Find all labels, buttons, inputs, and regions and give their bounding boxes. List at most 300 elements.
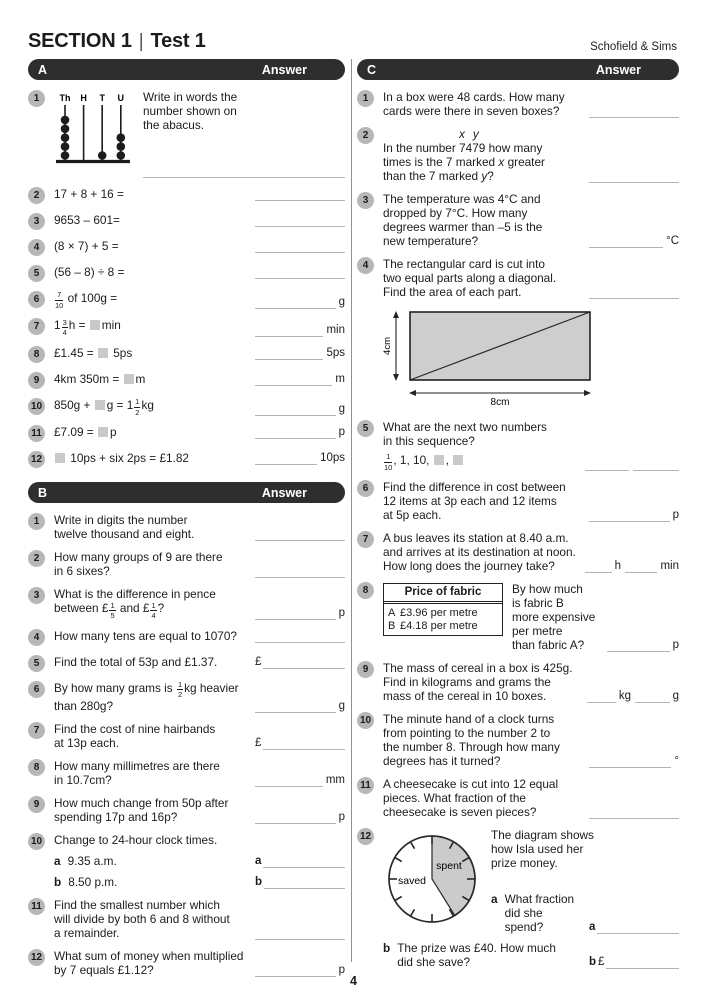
answer-area: [255, 854, 345, 868]
price-table-value: £3.96 per metre: [400, 607, 478, 620]
answer-slot-label: b: [589, 956, 597, 969]
answer-area: [255, 550, 345, 578]
answer-line[interactable]: [255, 426, 336, 439]
question-row: [54, 425, 345, 439]
question-text: The temperature was 4°C and dropped by 7°C. How many degrees warmer than –5 is the new temperature?: [383, 192, 543, 248]
question-number: 7: [28, 318, 45, 335]
section-header-c: [357, 59, 679, 80]
question-number: 4: [357, 257, 374, 274]
question-body: [54, 265, 345, 282]
question-c2: [357, 127, 679, 183]
question-row: [54, 898, 345, 940]
question-text: 10ps + six 2ps = £1.82: [54, 451, 249, 465]
answer-slot: [589, 806, 679, 819]
sequence-row: [383, 453, 679, 471]
spent-label: spent: [436, 860, 462, 873]
answer-line[interactable]: [263, 737, 345, 750]
answer-line[interactable]: [585, 458, 629, 471]
fraction: [109, 602, 115, 620]
question-text: Find the difference in cost between 12 items at 3p each and 12 items at 5p each.: [383, 480, 566, 523]
question-row: [54, 213, 345, 227]
question-body: [54, 372, 345, 389]
answer-slot: [255, 240, 345, 253]
question-body: [383, 127, 679, 183]
question-a3: [28, 213, 345, 230]
section-title: SECTION 1: [28, 30, 132, 52]
answer-area: [585, 453, 679, 471]
answer-line[interactable]: [255, 188, 345, 201]
question-body: [54, 655, 345, 672]
question-text: How much change from 50p after spending 17p and 16p?: [54, 795, 229, 824]
sub-question-label: b: [54, 874, 62, 889]
question-row: [54, 655, 345, 669]
mixed-number-whole: 1: [126, 397, 134, 412]
answer-area: [255, 655, 345, 669]
answer-slot: [635, 690, 679, 703]
question-b2: [28, 550, 345, 578]
question-text: Change to 24-hour clock times.: [54, 832, 218, 847]
fraction-denominator: 2: [177, 690, 183, 700]
question-number: 7: [28, 722, 45, 739]
price-table-row: [388, 619, 498, 632]
fraction-denominator: 10: [55, 300, 64, 310]
answer-line[interactable]: [587, 690, 616, 703]
question-text: By how much is fabric B more expensive per metre than fabric A?: [512, 582, 596, 653]
abacus-bead: [61, 133, 70, 142]
question-row: [383, 712, 679, 768]
answer-slot: [589, 921, 679, 934]
answer-area: [589, 892, 679, 934]
columns: [28, 59, 679, 977]
answer-slot: [585, 458, 629, 471]
section-header-b: [28, 482, 345, 503]
question-b12: [28, 949, 345, 977]
answer-box[interactable]: [95, 400, 105, 410]
question-number: 11: [28, 898, 45, 915]
fraction: [55, 291, 63, 309]
fraction: [134, 398, 140, 416]
question-text: (8 × 7) + 5 =: [54, 239, 119, 253]
answer-line[interactable]: [255, 774, 323, 787]
price-table-key: A: [388, 607, 396, 620]
question-body: [54, 513, 345, 541]
answer-area: [255, 425, 345, 439]
answer-unit-label: p: [338, 963, 345, 976]
answer-line[interactable]: [255, 565, 345, 578]
page-header: [28, 30, 677, 53]
answer-line[interactable]: [607, 639, 670, 652]
answer-area: [255, 629, 345, 643]
answer-slot: [589, 170, 679, 183]
answer-slot: [589, 286, 679, 299]
answer-line[interactable]: [255, 811, 336, 824]
sub-question-text: 8.50 p.m.: [68, 874, 118, 889]
question-text: £7.09 = p: [54, 425, 117, 440]
question-body: [383, 257, 679, 411]
question-body: [54, 722, 345, 750]
question-row: [54, 513, 345, 541]
question-row: [54, 346, 345, 360]
sub-question-text: The prize was £40. How much did she save?: [397, 941, 556, 970]
question-body: [383, 420, 679, 471]
rect-height-label: 4cm: [383, 337, 393, 355]
question-number: 4: [28, 629, 45, 646]
question-c12: [357, 828, 679, 969]
answer-slot: [255, 403, 345, 416]
answer-slot: [255, 737, 345, 750]
answer-line[interactable]: [264, 876, 345, 889]
answer-slot: [589, 235, 679, 248]
answer-line[interactable]: [589, 105, 679, 118]
question-text: 1 $\frac{3}{4}$ h = min: [54, 317, 121, 338]
answer-line[interactable]: [255, 452, 317, 465]
question-number: 3: [28, 213, 45, 230]
question-number: 1: [28, 90, 45, 107]
answer-area: [255, 398, 345, 416]
question-b3: [28, 587, 345, 619]
question-body: [383, 582, 679, 652]
abacus-bead: [117, 151, 126, 160]
answer-area: [589, 712, 679, 768]
answer-line[interactable]: [255, 927, 345, 940]
answer-line[interactable]: [597, 921, 679, 934]
answer-unit-label: 10ps: [320, 452, 345, 465]
question-text: 9653 – 601=: [54, 213, 120, 227]
question-body: [54, 833, 345, 889]
sub-question-label: a: [54, 853, 61, 868]
abacus-bead: [61, 116, 70, 125]
abacus-bead: [61, 151, 70, 160]
clock-figure: [383, 828, 482, 934]
price-table-row: [388, 606, 498, 619]
answer-area: [255, 451, 345, 465]
question-number: 7: [357, 531, 374, 548]
sub-question-label: a: [491, 892, 498, 907]
question-text: Find the total of 53p and £1.37.: [54, 654, 218, 669]
answer-slot: [585, 560, 621, 573]
section-letter: C: [367, 62, 377, 77]
question-b1: [28, 513, 345, 541]
answer-line[interactable]: [255, 324, 323, 337]
price-table-value: £4.18 per metre: [400, 620, 478, 633]
answer-line[interactable]: [255, 700, 336, 713]
abacus-bead: [117, 142, 126, 151]
answer-line[interactable]: [585, 560, 612, 573]
answer-line[interactable]: [589, 170, 679, 183]
sequence-text: $\frac{1}{10}$ , 1, 10, ,: [383, 453, 579, 471]
answer-area: [587, 661, 679, 703]
fraction-denominator: 10: [384, 462, 393, 472]
variable-italic: y: [481, 169, 488, 183]
question-body: [54, 318, 345, 336]
question-a2: [28, 187, 345, 204]
question-row: [54, 239, 345, 253]
question-text: The rectangular card is cut into two equal parts along a diagonal. Find the area of each part.: [383, 257, 557, 299]
question-text: In a box were 48 cards. How many cards were there in seven boxes?: [383, 90, 565, 118]
question-number: 2: [28, 187, 45, 204]
saved-label: saved: [397, 875, 427, 888]
answer-area: [255, 239, 345, 253]
answer-unit-label: h: [614, 560, 621, 573]
question-c3: [357, 192, 679, 248]
answer-area: [255, 796, 345, 824]
question-number: 11: [357, 777, 374, 794]
page-title: [28, 30, 206, 53]
answer-slot-prefix: £: [598, 956, 605, 969]
question-body: [54, 898, 345, 940]
question-b11: [28, 898, 345, 940]
question-row: [383, 828, 679, 934]
answer-unit-label: g: [338, 296, 345, 309]
answer-slot-label: a: [589, 921, 596, 934]
question-row: [383, 777, 679, 819]
abacus-column-label: U: [117, 93, 125, 103]
answer-unit-label: °C: [666, 235, 679, 247]
sub-question-text: 9.35 a.m.: [67, 853, 117, 868]
answer-area: [589, 90, 679, 118]
fraction-denominator: 2: [135, 407, 140, 417]
question-row: [54, 629, 345, 643]
answer-unit-label: p: [338, 426, 345, 439]
question-b8: [28, 759, 345, 787]
answer-slot: [255, 927, 345, 940]
answer-line[interactable]: [255, 266, 345, 279]
answer-line[interactable]: [255, 240, 345, 253]
answer-line[interactable]: [589, 286, 679, 299]
question-text: What sum of money when multiplied by 7 equals £1.12?: [54, 948, 244, 977]
answer-area: [589, 941, 679, 969]
question-b7: [28, 722, 345, 750]
answer-line[interactable]: [635, 690, 670, 703]
question-number: 1: [28, 513, 45, 530]
answer-line[interactable]: [255, 373, 332, 386]
answer-area: [255, 513, 345, 541]
question-text-column: [491, 828, 679, 934]
spacer: [465, 137, 473, 138]
answer-area: [589, 257, 679, 299]
question-body: [383, 531, 679, 573]
answer-area: [589, 480, 679, 522]
answer-slot: [633, 458, 679, 471]
answer-unit-label: g: [672, 690, 679, 703]
answer-slot: [255, 855, 345, 868]
answer-box[interactable]: [453, 455, 463, 465]
answer-line[interactable]: [589, 509, 670, 522]
question-number: 6: [28, 681, 45, 698]
abacus-bead: [98, 151, 107, 160]
question-body: [383, 712, 679, 768]
question-number: 9: [28, 796, 45, 813]
fraction-numerator: 1: [151, 600, 156, 610]
answer-line[interactable]: [589, 806, 679, 819]
question-text: How many tens are equal to 1070?: [54, 628, 237, 643]
fraction-denominator: 4: [151, 611, 156, 621]
question-body: [54, 291, 345, 309]
price-table-key: B: [388, 620, 396, 633]
answer-line[interactable]: [263, 656, 345, 669]
answer-line[interactable]: [589, 755, 671, 768]
sub-question: [491, 892, 679, 934]
question-number: 5: [28, 265, 45, 282]
question-row: [383, 192, 679, 248]
answer-box[interactable]: [90, 320, 100, 330]
answer-line[interactable]: [143, 165, 345, 178]
question-c9: [357, 661, 679, 703]
question-row: [383, 661, 679, 703]
answer-slot: [255, 528, 345, 541]
answer-unit-label: p: [672, 639, 679, 652]
question-b5: [28, 655, 345, 672]
sub-question: [54, 875, 345, 889]
question-number: 8: [28, 759, 45, 776]
answer-line[interactable]: [255, 528, 345, 541]
variable-italic: y: [472, 127, 479, 141]
answer-slot: [255, 452, 345, 465]
answer-line[interactable]: [255, 214, 345, 227]
question-row: [54, 187, 345, 201]
price-table: [383, 583, 503, 636]
question-text: Write in digits the number twelve thousand and eight.: [54, 513, 195, 542]
question-row: [383, 127, 679, 183]
question-row: [54, 90, 345, 178]
abacus-bead: [61, 142, 70, 151]
answer-line[interactable]: [589, 235, 663, 248]
answer-box[interactable]: [124, 374, 134, 384]
mixed-number-whole: 1: [54, 318, 61, 333]
answer-line[interactable]: [633, 458, 679, 471]
answer-line[interactable]: [255, 403, 336, 416]
question-row: [54, 759, 345, 787]
answer-box[interactable]: [98, 348, 108, 358]
question-c8: [357, 582, 679, 652]
question-c7: [357, 531, 679, 573]
abacus-column-label: T: [99, 93, 105, 103]
variable-italic: x: [459, 127, 465, 141]
question-body: [383, 90, 679, 118]
answer-box[interactable]: [55, 453, 65, 463]
answer-line[interactable]: [255, 296, 336, 309]
answer-area: [607, 582, 679, 652]
question-a12: [28, 451, 345, 468]
answer-slot-label: b: [255, 875, 263, 888]
answer-line[interactable]: [263, 855, 345, 868]
answer-area: [255, 875, 345, 889]
answer-header-label: Answer: [261, 62, 307, 77]
answer-box[interactable]: [98, 427, 108, 437]
spent-sector: [432, 836, 475, 916]
question-text: How many millimetres are there in 10.7cm?: [54, 758, 220, 787]
answer-line[interactable]: [625, 560, 657, 573]
question-body: [383, 777, 679, 819]
answer-line[interactable]: [255, 347, 323, 360]
question-c10: [357, 712, 679, 768]
question-a10: [28, 398, 345, 416]
fraction: [177, 681, 183, 699]
answer-unit-label: 5ps: [326, 346, 345, 359]
question-row: [54, 796, 345, 824]
question-c6: [357, 480, 679, 522]
fraction-numerator: 1: [135, 397, 140, 407]
answer-slot: [255, 656, 345, 669]
fraction-denominator: 5: [110, 611, 115, 621]
answer-header-label: Answer: [261, 485, 307, 500]
answer-box[interactable]: [434, 455, 444, 465]
fraction-numerator: 1: [177, 679, 183, 689]
question-number: 2: [357, 127, 374, 144]
answer-slot-prefix: £: [255, 655, 262, 668]
title-separator: |: [138, 31, 144, 52]
answer-slot: [255, 266, 345, 279]
question-body: [54, 213, 345, 230]
question-body: [54, 187, 345, 204]
question-body: [54, 587, 345, 619]
sub-question-label: b: [383, 941, 391, 956]
answer-area: [255, 681, 345, 713]
answer-area: [255, 346, 345, 360]
answer-slot-prefix: £: [255, 736, 262, 749]
answer-area: [255, 949, 345, 977]
question-text: $\frac{7}{10}$ of 100g =: [55, 290, 118, 310]
spacer: [383, 137, 459, 138]
fraction: [384, 453, 392, 471]
question-body: [383, 480, 679, 522]
answer-slot: [255, 426, 345, 439]
question-body: [383, 661, 679, 703]
answer-line[interactable]: [255, 630, 345, 643]
answer-unit-label: min: [326, 323, 345, 336]
fraction: [62, 319, 68, 337]
question-text: 850g + g = 1 $\frac{1}{2}$ kg: [54, 397, 154, 417]
answer-slot: [255, 324, 345, 337]
fraction-numerator: 3: [62, 317, 67, 327]
question-row: [54, 681, 345, 713]
question-body: [383, 828, 679, 969]
question-c1: [357, 90, 679, 118]
answer-unit-label: g: [338, 403, 345, 416]
question-body: [54, 398, 345, 416]
fraction-numerator: 1: [384, 453, 392, 463]
answer-unit-label: kg: [618, 690, 631, 703]
variable-italic: x: [498, 155, 505, 169]
question-row: [54, 550, 345, 578]
question-a9: [28, 372, 345, 389]
question-b6: [28, 681, 345, 713]
answer-slot: [255, 811, 345, 824]
question-a4: [28, 239, 345, 256]
right-column: [357, 59, 679, 970]
answer-area: [255, 372, 345, 386]
publisher-name: Schofield & Sims: [590, 41, 677, 53]
question-c4: [357, 257, 679, 411]
answer-line[interactable]: [255, 607, 336, 620]
answer-unit-label: m: [335, 372, 345, 385]
answer-line[interactable]: [606, 956, 679, 969]
answer-area: [255, 759, 345, 787]
question-number: 2: [28, 550, 45, 567]
answer-slot: [589, 105, 679, 118]
question-body: [54, 949, 345, 977]
question-a5: [28, 265, 345, 282]
fraction: [150, 602, 156, 620]
question-row: [383, 257, 679, 299]
answer-slot: [625, 560, 679, 573]
answer-slot: [255, 214, 345, 227]
fraction-numerator: 1: [110, 600, 115, 610]
abacus-bead: [61, 125, 70, 134]
answer-area: [255, 587, 345, 619]
answer-area: [255, 213, 345, 227]
question-b9: [28, 796, 345, 824]
